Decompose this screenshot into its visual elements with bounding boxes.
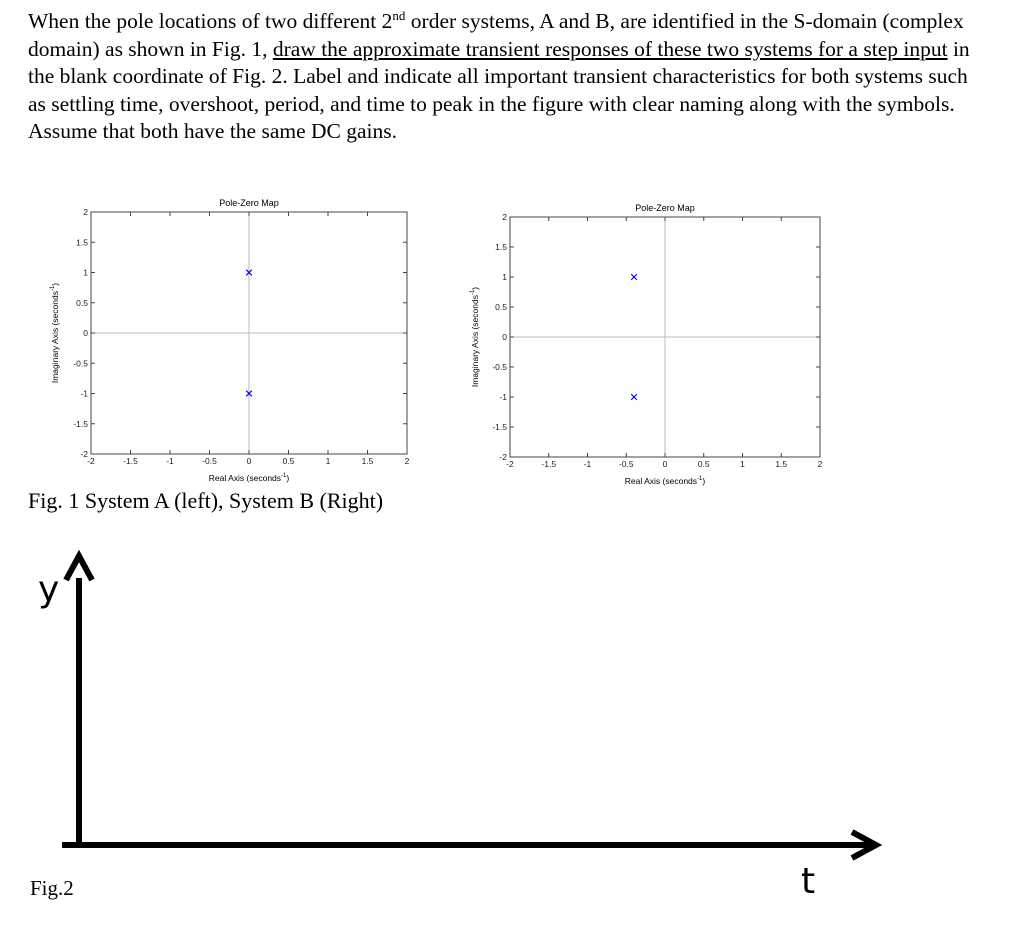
y-axis-label: Imaginary Axis (seconds$^{-1}$): [50, 282, 60, 384]
x-tick-label: 1: [325, 456, 331, 466]
y-tick-label: -0.5: [73, 358, 88, 369]
chart-title: Pole-Zero Map: [635, 203, 695, 213]
x-tick-label: -2: [87, 456, 95, 466]
fig2-y-arrowhead: [66, 556, 92, 580]
x-tick-label: -0.5: [618, 459, 634, 469]
chart-title: Pole-Zero Map: [219, 198, 279, 208]
fig2-y-axis-label: y: [38, 569, 60, 610]
fig2-t-axis-label: t: [801, 861, 816, 902]
x-tick-label: -1.5: [123, 456, 138, 466]
x-tick-label: -1: [583, 459, 592, 469]
x-tick-label: 1.5: [775, 459, 788, 469]
x-tick-label: 0.5: [282, 456, 295, 466]
y-tick-label: -1.5: [73, 418, 88, 429]
x-tick-label: -1: [166, 456, 174, 466]
x-axis-label: Real Axis (seconds$^{-1}$): [208, 473, 290, 483]
y-tick-label: -1.5: [492, 422, 507, 432]
y-tick-label: 1.5: [76, 237, 88, 248]
x-tick-label: 2: [404, 456, 410, 466]
x-tick-label: 1.5: [361, 456, 374, 466]
y-tick-label: 0.5: [76, 297, 88, 308]
x-tick-label: 1: [740, 459, 745, 469]
y-tick-label: 0: [83, 328, 88, 338]
y-tick-label: -2: [499, 452, 507, 462]
x-tick-label: 0: [662, 459, 668, 469]
x-tick-label: -1.5: [541, 459, 557, 469]
y-tick-label: -2: [80, 449, 88, 459]
x-tick-label: 0.5: [697, 459, 710, 469]
problem-text-3: in the blank coordinate of Fig. 2. Label and indicate all important transient characteristics for both systems such as settling time, overshoot, period, and time to peak in the figure with clear naming along with the symbols. Assume that both have the same DC gains.: [28, 36, 970, 143]
problem-text-2: order systems, A and B, are identified in the S-domain (complex domain) as shown in Fig. 1,: [28, 9, 964, 61]
x-tick-label: 2: [817, 459, 823, 469]
y-tick-label: 1: [502, 272, 507, 282]
y-tick-label: -1: [80, 388, 88, 399]
y-tick-label: 2: [502, 212, 507, 222]
x-tick-label: 0: [246, 456, 252, 466]
x-tick-label: -2: [506, 459, 514, 469]
problem-superscript: nd: [392, 7, 406, 23]
y-tick-label: -1: [499, 392, 507, 402]
y-tick-label: 1.5: [495, 242, 507, 252]
problem-text-1: When the pole locations of two different 2: [28, 9, 393, 33]
y-tick-label: 0.5: [495, 302, 507, 312]
figure-1-caption: Fig. 1 System A (left), System B (Right): [28, 488, 384, 513]
figure-2-caption: Fig.2: [30, 876, 74, 900]
x-axis-label: Real Axis (seconds$^{-1}$): [624, 476, 706, 486]
y-tick-label: 0: [502, 332, 507, 342]
problem-underlined-instruction: draw the approximate transient responses of these two systems for a step input: [272, 36, 948, 61]
y-tick-label: 2: [83, 207, 88, 217]
y-tick-label: 1: [83, 267, 88, 278]
x-tick-label: -0.5: [202, 456, 217, 466]
y-axis-label: Imaginary Axis (seconds$^{-1}$): [470, 286, 480, 388]
y-tick-label: -0.5: [492, 362, 507, 372]
